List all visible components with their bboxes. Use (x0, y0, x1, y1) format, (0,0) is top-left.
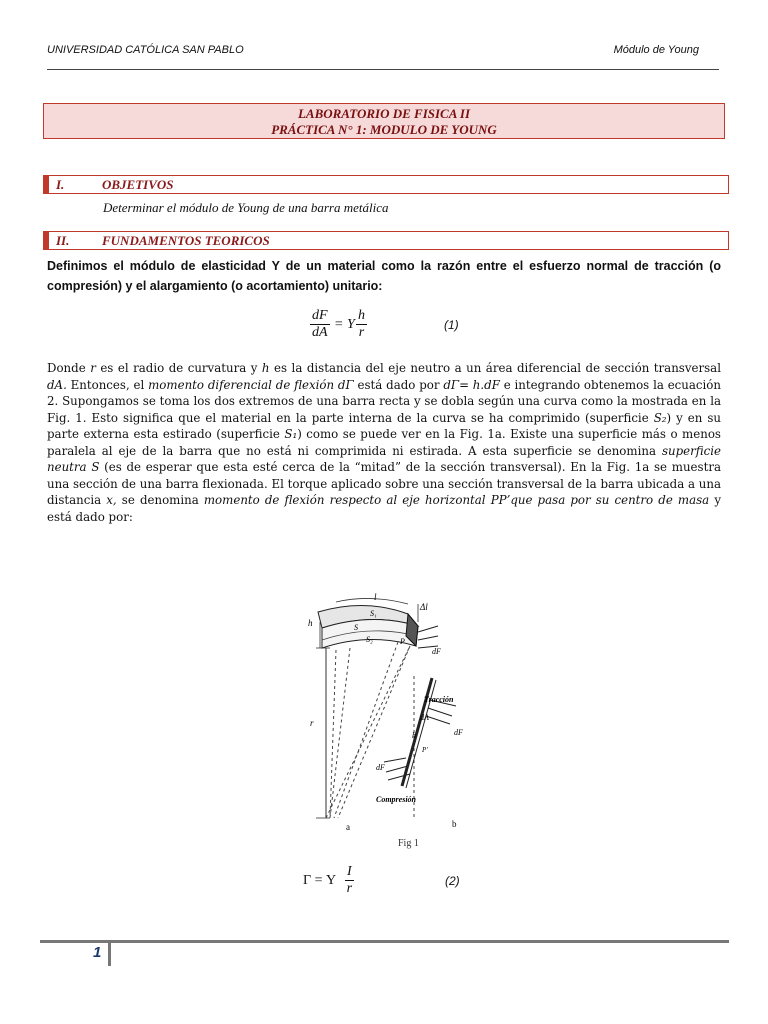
document-title-box (43, 103, 725, 139)
section-accent-bar (44, 232, 49, 249)
eq2-denominator: r (346, 881, 353, 896)
fig-label-df-b: dF (454, 728, 463, 737)
eq2-number: (2) (445, 874, 460, 888)
running-header (47, 44, 699, 60)
header-topic: Módulo de Young (613, 44, 699, 56)
section-heading-objectives (43, 175, 729, 194)
figure-bent-bar (290, 590, 480, 850)
section-label: OBJETIVOS (102, 177, 174, 192)
fig-label-l: l (374, 592, 377, 602)
eq1-rhs-denominator: r (358, 325, 365, 340)
eq1-rhs-numerator: h (358, 308, 365, 323)
eq1-operator: = Y (334, 317, 355, 332)
header-university: UNIVERSIDAD CATÓLICA SAN PABLO (47, 44, 244, 56)
title-line-2: PRÁCTICA N° 1: MODULO DE YOUNG (271, 122, 497, 137)
eq1-number: (1) (444, 318, 459, 332)
fig-label-s1: S₁ (370, 609, 377, 618)
page-number: 1 (93, 944, 102, 961)
fig-label-r: r (310, 718, 314, 728)
equation-1 (310, 308, 470, 348)
fig-label-compresion: Compresión (376, 795, 417, 804)
section-number: I. (56, 177, 65, 192)
fig-label-pp: P' (422, 746, 428, 754)
theory-paragraph: Donde r es el radio de curvatura y h es la distancia del eje neutro a un área diferencial de sección transversal dA. Entonces, el momento diferencial de flexión dΓ está dado por dΓ= h.dF e integrando obtenemos la ecuación 2. Supongamos se toma los dos extremos de una barra recta y se dobla según una curva como la mostrada en la Fig. 1. Esto significa que el material en la parte interna de la curva se ha comprimido (superficie S₂) y en su parte externa esta estirado (superficie S₁) como se puede ver en la Fig. 1a. Existe una superficie más o menos paralela al eje de la barra que no está ni comprimida ni estirada. A esta superficie se denomina superficie neutra S (es de esperar que esta esté cerca de la “mitad” de la sección transversal). En la Fig. 1a se muestra una sección de una barra flexionada. El torque aplicado sobre una sección transversal de la barra ubicada a una distancia x, se denomina momento de flexión respecto al eje horizontal PP’que pasa por su centro de masa y está dado por: (47, 361, 722, 524)
fig-label-s2: S₂ (366, 635, 373, 644)
footer-divider (40, 940, 729, 943)
fig-label-p: P (400, 637, 405, 646)
fig-label-traccion: Tracción (424, 695, 454, 704)
section-label: FUNDAMENTOS TEORICOS (102, 233, 270, 248)
bent-bar-diagram (290, 590, 480, 840)
fig-label-s: S (354, 623, 358, 632)
footer-vertical-bar (108, 942, 111, 966)
header-divider (47, 69, 719, 70)
eq1-lhs-fraction (310, 308, 330, 341)
title-line-1: LABORATORIO DE FISICA II (297, 106, 471, 121)
section-heading-fundamentals (43, 231, 729, 250)
eq2-lhs: Γ = Y (303, 873, 337, 888)
fig-label-b: b (452, 819, 457, 829)
eq1-lhs-denominator: dA (312, 325, 328, 340)
section-accent-bar (44, 176, 49, 193)
fig-label-dl: Δl (420, 602, 428, 612)
fig-label-df: dF (432, 647, 441, 656)
fig-label-df-c: dF (376, 763, 385, 772)
fig-label-da: dA (420, 713, 429, 722)
intro-paragraph: Definimos el módulo de elasticidad Y de un material como la razón entre el esfuerzo normal de tracción (o compresión) y el alargamiento (o acortamiento) unitario: (47, 259, 721, 293)
eq2-numerator: I (347, 864, 352, 879)
equation-2 (303, 864, 483, 904)
fig-label-h-b: h (412, 731, 416, 740)
section-number: II. (56, 233, 70, 248)
eq1-lhs-numerator: dF (312, 308, 328, 323)
eq1-rhs-fraction (356, 308, 367, 341)
objective-text: Determinar el módulo de Young de una barra metálica (103, 200, 389, 215)
fig-label-h: h (308, 618, 313, 628)
figure-caption: Fig 1 (398, 838, 419, 849)
eq2-fraction (345, 864, 354, 897)
fig-label-a: a (346, 822, 350, 832)
